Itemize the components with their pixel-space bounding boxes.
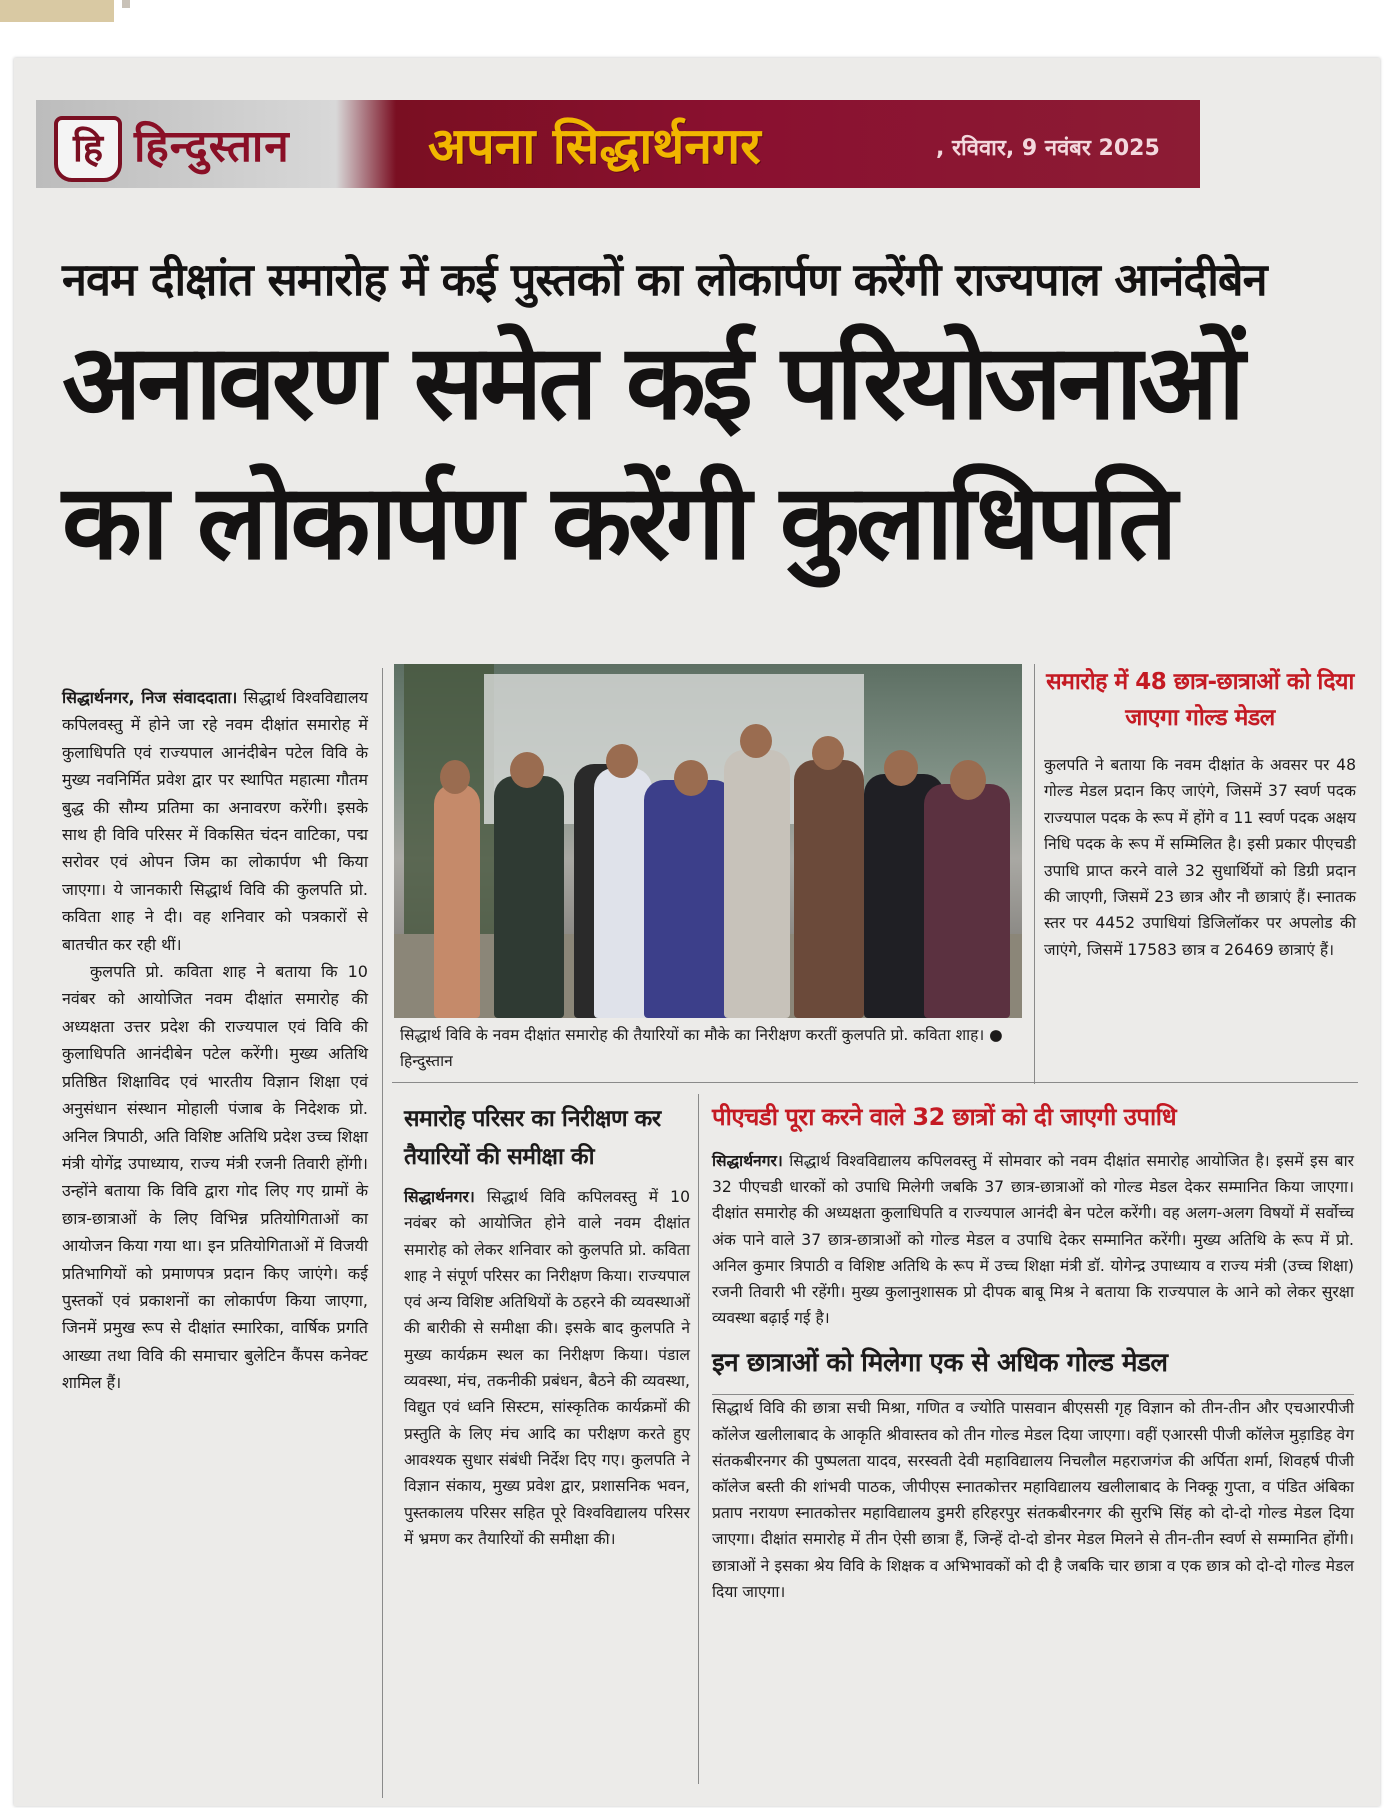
photo-head <box>950 760 986 800</box>
main-headline-line-1: अनावरण समेत कई परियोजनाओं <box>62 321 1241 443</box>
inspection-heading: समारोह परिसर का निरीक्षण कर तैयारियों की समीक्षा की <box>404 1106 661 1170</box>
scan-tape <box>0 0 114 22</box>
column-rule <box>698 1094 699 1784</box>
kicker-headline: नवम दीक्षांत समारोह में कई पुस्तकों का लोकार्पण करेंगी राज्यपाल आनंदीबेन <box>62 253 1267 306</box>
photo-person <box>434 784 480 1018</box>
photo-head <box>884 750 918 786</box>
sidebar-heading: समारोह में 48 छात्र-छात्राओं को दिया जाएगा गोल्ड मेडल <box>1046 669 1354 731</box>
phd-heading: पीएचडी पूरा करने वाले 32 छात्रों को दी जाएगी उपाधि <box>712 1103 1177 1131</box>
photo-head <box>440 760 470 794</box>
dateline-location: सिद्धार्थनगर। <box>404 1188 475 1206</box>
medals-text: सिद्धार्थ विवि की छात्रा सची मिश्रा, गणित व ज्योति पासवान बीएससी गृह विज्ञान को तीन-तीन और एचआरपीजी कॉलेज खलीलाबाद के आकृति श्रीवास्तव को तीन गोल्ड मेडल दिया जाएगा। वहीं एआरसी पीजी कॉलेज मुड़ाडिह वेग संतकबीरनगर की पुष्पलता यादव, सरस्वती देवी महाविद्यालय निचलौल महराजगंज की अर्पिता शर्मा, शिवहर्ष पीजी कॉलेज बस्ती की शांभवी पाठक, जीपीएस स्नातकोत्तर महाविद्यालय खलीलाबाद के निक्कू गुप्ता, व पंडित अंबिका प्रताप नरायण स्नातकोत्तर महाविद्यालय डुमरी हरिहरपुर संतकबीरनगर की सुरभि सिंह को दो-दो गोल्ड मेडल दिया जाएगा। दीक्षांत समारोह में तीन ऐसी छात्रा हैं, जिन्हें दो-दो डोनर मेडल मिलने से तीन-तीन स्वर्ण से सम्मानित होंगी। छात्राओं ने इसका श्रेय विवि के शिक्षक व अभिभावकों को दी है जबकि चार छात्रा व एक छात्र को दो-दो गोल्ड मेडल दिया जाएगा। <box>712 1399 1354 1601</box>
phd-body <box>712 1148 1354 1331</box>
photo-head <box>812 736 844 770</box>
story-paragraph: कुलपति प्रो. कविता शाह ने बताया कि 10 नवंबर को आयोजित नवम दीक्षांत समारोह की अध्यक्षता उत्तर प्रदेश की राज्यपाल एवं विवि की कुलाधिपति आनंदीबेन पटेल करेंगी। मुख्य अतिथि प्रतिष्ठित शिक्षाविद एवं भारतीय विज्ञान शिक्षा एवं अनुसंधान संस्थान मोहाली पंजाब के निदेशक प्रो. अनिल त्रिपाठी, अति विशिष्ट अतिथि प्रदेश उच्च शिक्षा मंत्री योगेंद्र उपाध्याय, राज्य मंत्री रजनी तिवारी होंगी। उन्होंने बताया कि विवि द्वारा गोद लिए गए ग्रामों के छात्र-छात्राओं के लिए विभिन्न प्रतियोगिताओं का आयोजन किया गया था। इन प्रतियोगिताओं में विजयी प्रतिभागियों को प्रमाणपत्र प्रदान किए जाएंगे। कई पुस्तकों एवं प्रकाशनों का लोकार्पण किया जाएगा, जिनमें प्रमुख रूप से दीक्षांत स्मारिका, वार्षिक प्रगति आख्या तथा विवि की समाचार बुलेटिन कैंपस कनेक्ट शामिल हैं। <box>62 962 368 1393</box>
news-photo <box>394 664 1022 1018</box>
phd-text: सिद्धार्थ विश्वविद्यालय कपिलवस्तु में सोमवार को नवम दीक्षांत समारोह आयोजित है। इसमें इस बार 32 पीएचडी धारकों को उपाधि मिलेगी जबकि 37 छात्र-छात्राओं को गोल्ड मेडल देकर सम्मानित किया जाएगा। दीक्षांत समारोह की अध्यक्षता कुलाधिपति व राज्यपाल आनंदी बेन पटेल करेंगी। वह अलग-अलग विषयों में सर्वोच्च अंक पाने वाले 37 छात्र-छात्राओं को गोल्ड मेडल व उपाधि देकर सम्मानित करेंगी। मुख्य अतिथि के रूप में प्रो. अनिल कुमार त्रिपाठी व विशिष्ट अतिथि के रूप में उच्च शिक्षा मंत्री डॉ. योगेन्द्र उपाध्याय व राज्य मंत्री (उच्च शिक्षा) रजनी तिवारी भी रहेंगी। मुख्य कुलानुशासक प्रो दीपक बाबू मिश्र ने बताया कि राज्यपाल के आने को लेकर सुरक्षा व्यवस्था बढ़ाई गई है। <box>712 1152 1354 1328</box>
photo-person <box>494 776 564 1018</box>
section-rule <box>392 1082 1358 1083</box>
story-paragraph <box>62 684 368 958</box>
edition-title: अपना सिद्धार्थनगर <box>428 116 761 175</box>
photo-person <box>924 784 1010 1018</box>
photo-head <box>740 724 772 758</box>
photo-person <box>644 780 734 1018</box>
masthead <box>36 100 1200 188</box>
inspection-story <box>404 1100 690 1552</box>
photo-head <box>510 752 544 788</box>
dateline: , रविवार, 9 नवंबर 2025 <box>936 136 1160 161</box>
photo-person <box>794 760 864 1018</box>
byline: सिद्धार्थनगर, निज संवाददाता। <box>62 688 238 707</box>
column-rule <box>1034 664 1035 1084</box>
inspection-text: सिद्धार्थ विवि कपिलवस्तु में 10 नवंबर को आयोजित होने वाले नवम दीक्षांत समारोह को लेकर शनिवार को कुलपति प्रो. कविता शाह ने संपूर्ण परिसर का निरीक्षण किया। राज्यपाल एवं अन्य विशिष्ट अतिथियों के ठहरने की व्यवस्थाओं की बारीकी से समीक्षा की। इसके बाद कुलपति ने मुख्य कार्यक्रम स्थल का निरीक्षण किया। पंडाल व्यवस्था, मंच, तकनीकी प्रबंधन, बैठने की व्यवस्था, विद्युत एवं ध्वनि सिस्टम, सांस्कृतिक कार्यक्रमों की प्रस्तुति के लिए मंच आदि का परीक्षण करते हुए आवश्यक सुधार संबंधी निर्देश दिए गए। कुलपति ने विज्ञान संकाय, मुख्य प्रवेश द्वार, प्रशासनिक भवन, पुस्तकालय परिसर सहित पूरे विश्वविद्यालय परिसर में भ्रमण कर तैयारियों की समीक्षा की। <box>404 1188 690 1548</box>
paragraph-text: सिद्धार्थ विश्वविद्यालय कपिलवस्तु में होने जा रहे नवम दीक्षांत समारोह में कुलाधिपति एवं राज्यपाल आनंदीबेन पटेल विवि के मुख्य नवनिर्मित प्रवेश द्वार पर स्थापित महात्मा गौतम बुद्ध की सौम्य प्रतिमा का अनावरण करेंगी। इसके साथ ही विवि परिसर में विकसित चंदन वाटिका, पद्म सरोवर एवं ओपन जिम का लोकार्पण भी किया जाएगा। ये जानकारी सिद्धार्थ विवि की कुलपति प्रो. कविता शाह ने दी। वह शनिवार को पत्रकारों से बातचीत कर रही थीं। <box>62 688 368 954</box>
main-headline-line-2: का लोकार्पण करेंगी कुलाधिपति <box>62 461 1174 583</box>
phd-story <box>712 1100 1354 1605</box>
gold-medal-sidebar <box>1044 664 1356 963</box>
scan-mark <box>122 0 130 8</box>
newspaper-brand: हिन्दुस्तान <box>134 121 290 172</box>
column-rule <box>382 668 383 1798</box>
photo-head <box>674 760 708 796</box>
newspaper-logo-icon: हि <box>54 116 122 182</box>
main-story-body <box>62 684 368 1397</box>
medals-heading: इन छात्राओं को मिलेगा एक से अधिक गोल्ड मेडल <box>712 1348 1168 1379</box>
dateline-location: सिद्धार्थनगर। <box>712 1152 783 1170</box>
inspection-body <box>404 1184 690 1552</box>
sidebar-text: कुलपति ने बताया कि नवम दीक्षांत के अवसर पर 48 गोल्ड मेडल प्रदान किए जाएंगे, जिसमें 37 स्वर्ण पदक राज्यपाल पदक के रूप में होंगे व 11 स्वर्ण पदक अक्षय निधि पदक के रूप में सम्मिलित है। इसी प्रकार पीएचडी उपाधि प्राप्त करने वाले 32 सुधार्थियों को डिग्री प्रदान की जाएगी, जिसमें 23 छात्र और नौ छात्राएं हैं। स्नातक स्तर पर 4452 उपाधियां डिजिलॉकर पर अपलोड की जाएंगे, जिसमें 17583 छात्र व 26469 छात्राएं हैं। <box>1044 756 1356 959</box>
photo-caption: सिद्धार्थ विवि के नवम दीक्षांत समारोह की तैयारियों का मौके का निरीक्षण करतीं कुलपति प्रो. कविता शाह। ● हिन्दुस्तान <box>400 1026 1003 1070</box>
photo-head <box>606 744 638 778</box>
photo-person <box>724 750 790 1018</box>
